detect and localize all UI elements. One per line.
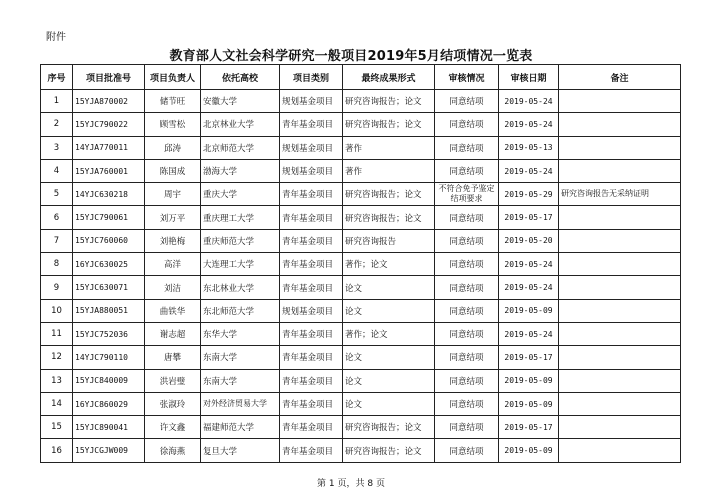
result-form-cell: 研究咨询报告；论文 xyxy=(343,439,435,462)
result-form-cell: 研究咨询报告；论文 xyxy=(343,183,435,206)
review-status-cell: 同意结项 xyxy=(435,136,499,159)
table-row xyxy=(41,299,681,322)
project-id-cell: 15YJA760001 xyxy=(73,159,145,182)
project-category-cell: 青年基金项目 xyxy=(280,346,343,369)
review-date-cell: 2019-05-09 xyxy=(499,439,559,462)
project-category-cell: 青年基金项目 xyxy=(280,369,343,392)
review-date-cell: 2019-05-09 xyxy=(499,369,559,392)
result-form-cell: 论文 xyxy=(343,299,435,322)
review-status-cell: 同意结项 xyxy=(435,253,499,276)
project-id-cell: 15YJC840009 xyxy=(73,369,145,392)
table-row xyxy=(41,439,681,462)
project-leader-cell: 邱涛 xyxy=(145,136,201,159)
review-status-cell: 同意结项 xyxy=(435,159,499,182)
project-category-cell: 青年基金项目 xyxy=(280,276,343,299)
university-cell: 北京师范大学 xyxy=(201,136,280,159)
project-leader-cell: 高洋 xyxy=(145,253,201,276)
university-cell: 重庆理工大学 xyxy=(201,206,280,229)
remarks-cell: 研究咨询报告无采纳证明 xyxy=(559,183,681,206)
remarks-cell xyxy=(559,299,681,322)
table-row xyxy=(41,276,681,299)
result-form-cell: 论文 xyxy=(343,392,435,415)
project-category-cell: 规划基金项目 xyxy=(280,90,343,113)
project-leader-cell: 徐海燕 xyxy=(145,439,201,462)
attachment-label: 附件 xyxy=(46,32,66,43)
review-date-cell: 2019-05-24 xyxy=(499,253,559,276)
column-header: 备注 xyxy=(559,65,681,90)
review-status-cell: 同意结项 xyxy=(435,439,499,462)
column-header: 项目类别 xyxy=(280,65,343,90)
project-leader-cell: 刘洁 xyxy=(145,276,201,299)
project-category-cell: 规划基金项目 xyxy=(280,299,343,322)
project-leader-cell: 洪岩璧 xyxy=(145,369,201,392)
remarks-cell xyxy=(559,253,681,276)
row-number-cell: 3 xyxy=(41,136,73,159)
project-leader-cell: 顾雪松 xyxy=(145,113,201,136)
page-footer: 第 1 页，共 8 页 xyxy=(317,479,385,489)
university-cell: 福建师范大学 xyxy=(201,416,280,439)
remarks-cell xyxy=(559,322,681,345)
review-date-cell: 2019-05-20 xyxy=(499,229,559,252)
remarks-cell xyxy=(559,392,681,415)
university-cell: 东北林业大学 xyxy=(201,276,280,299)
review-date-cell: 2019-05-09 xyxy=(499,392,559,415)
review-status-cell: 同意结项 xyxy=(435,346,499,369)
row-number-cell: 14 xyxy=(41,392,73,415)
remarks-cell xyxy=(559,229,681,252)
project-id-cell: 15YJC760060 xyxy=(73,229,145,252)
result-form-cell: 著作 xyxy=(343,136,435,159)
university-cell: 东北师范大学 xyxy=(201,299,280,322)
review-status-cell: 同意结项 xyxy=(435,276,499,299)
project-leader-cell: 唐攀 xyxy=(145,346,201,369)
project-category-cell: 青年基金项目 xyxy=(280,322,343,345)
review-date-cell: 2019-05-17 xyxy=(499,346,559,369)
row-number-cell: 4 xyxy=(41,159,73,182)
project-category-cell: 青年基金项目 xyxy=(280,439,343,462)
remarks-cell xyxy=(559,159,681,182)
review-date-cell: 2019-05-24 xyxy=(499,90,559,113)
row-number-cell: 2 xyxy=(41,113,73,136)
project-leader-cell: 周宇 xyxy=(145,183,201,206)
table-row xyxy=(41,113,681,136)
project-category-cell: 规划基金项目 xyxy=(280,159,343,182)
column-header: 审核情况 xyxy=(435,65,499,90)
table-row xyxy=(41,322,681,345)
project-category-cell: 青年基金项目 xyxy=(280,416,343,439)
result-form-cell: 著作；论文 xyxy=(343,322,435,345)
column-header: 最终成果形式 xyxy=(343,65,435,90)
row-number-cell: 9 xyxy=(41,276,73,299)
review-status-cell: 同意结项 xyxy=(435,113,499,136)
university-cell: 安徽大学 xyxy=(201,90,280,113)
result-form-cell: 著作；论文 xyxy=(343,253,435,276)
table-row xyxy=(41,90,681,113)
table-row xyxy=(41,253,681,276)
remarks-cell xyxy=(559,206,681,229)
project-leader-cell: 刘艳梅 xyxy=(145,229,201,252)
project-category-cell: 青年基金项目 xyxy=(280,206,343,229)
table-row xyxy=(41,136,681,159)
row-number-cell: 15 xyxy=(41,416,73,439)
row-number-cell: 11 xyxy=(41,322,73,345)
review-date-cell: 2019-05-17 xyxy=(499,206,559,229)
project-id-cell: 14YJC630218 xyxy=(73,183,145,206)
project-id-cell: 16YJC860029 xyxy=(73,392,145,415)
project-id-cell: 14YJC790110 xyxy=(73,346,145,369)
project-category-cell: 青年基金项目 xyxy=(280,183,343,206)
remarks-cell xyxy=(559,90,681,113)
project-id-cell: 16YJC630025 xyxy=(73,253,145,276)
review-status-cell: 不符合免予鉴定结项要求 xyxy=(435,183,499,206)
project-id-cell: 15YJC752036 xyxy=(73,322,145,345)
review-status-cell: 同意结项 xyxy=(435,206,499,229)
page-title: 教育部人文社会科学研究一般项目2019年5月结项情况一览表 xyxy=(169,49,533,64)
project-id-cell: 15YJC790061 xyxy=(73,206,145,229)
university-cell: 东华大学 xyxy=(201,322,280,345)
row-number-cell: 12 xyxy=(41,346,73,369)
project-leader-cell: 谢志超 xyxy=(145,322,201,345)
review-date-cell: 2019-05-13 xyxy=(499,136,559,159)
remarks-cell xyxy=(559,369,681,392)
review-date-cell: 2019-05-24 xyxy=(499,276,559,299)
table-row xyxy=(41,392,681,415)
review-status-cell: 同意结项 xyxy=(435,299,499,322)
university-cell: 对外经济贸易大学 xyxy=(201,392,280,415)
remarks-cell xyxy=(559,276,681,299)
results-table xyxy=(40,64,681,463)
project-leader-cell: 刘万平 xyxy=(145,206,201,229)
project-leader-cell: 曲铁华 xyxy=(145,299,201,322)
university-cell: 大连理工大学 xyxy=(201,253,280,276)
project-id-cell: 15YJC890041 xyxy=(73,416,145,439)
university-cell: 渤海大学 xyxy=(201,159,280,182)
row-number-cell: 10 xyxy=(41,299,73,322)
university-cell: 重庆大学 xyxy=(201,183,280,206)
remarks-cell xyxy=(559,439,681,462)
result-form-cell: 研究咨询报告；论文 xyxy=(343,113,435,136)
university-cell: 东南大学 xyxy=(201,369,280,392)
review-date-cell: 2019-05-24 xyxy=(499,159,559,182)
row-number-cell: 1 xyxy=(41,90,73,113)
column-header: 依托高校 xyxy=(201,65,280,90)
review-status-cell: 同意结项 xyxy=(435,369,499,392)
review-status-cell: 同意结项 xyxy=(435,90,499,113)
remarks-cell xyxy=(559,136,681,159)
project-id-cell: 15YJA870002 xyxy=(73,90,145,113)
remarks-cell xyxy=(559,416,681,439)
result-form-cell: 著作 xyxy=(343,159,435,182)
university-cell: 东南大学 xyxy=(201,346,280,369)
result-form-cell: 论文 xyxy=(343,346,435,369)
column-header: 序号 xyxy=(41,65,73,90)
row-number-cell: 16 xyxy=(41,439,73,462)
result-form-cell: 研究咨询报告；论文 xyxy=(343,90,435,113)
project-id-cell: 15YJC630071 xyxy=(73,276,145,299)
result-form-cell: 研究咨询报告 xyxy=(343,229,435,252)
row-number-cell: 5 xyxy=(41,183,73,206)
table-row xyxy=(41,416,681,439)
project-leader-cell: 陈国成 xyxy=(145,159,201,182)
column-header: 项目批准号 xyxy=(73,65,145,90)
university-cell: 重庆师范大学 xyxy=(201,229,280,252)
project-id-cell: 15YJC790022 xyxy=(73,113,145,136)
project-category-cell: 青年基金项目 xyxy=(280,392,343,415)
project-id-cell: 14YJA770011 xyxy=(73,136,145,159)
review-date-cell: 2019-05-29 xyxy=(499,183,559,206)
project-leader-cell: 许文鑫 xyxy=(145,416,201,439)
project-category-cell: 青年基金项目 xyxy=(280,253,343,276)
table-row xyxy=(41,206,681,229)
project-id-cell: 15YJCGJW009 xyxy=(73,439,145,462)
row-number-cell: 13 xyxy=(41,369,73,392)
column-header: 项目负责人 xyxy=(145,65,201,90)
result-form-cell: 研究咨询报告；论文 xyxy=(343,416,435,439)
table-row xyxy=(41,369,681,392)
review-date-cell: 2019-05-17 xyxy=(499,416,559,439)
project-leader-cell: 张淑玲 xyxy=(145,392,201,415)
review-date-cell: 2019-05-24 xyxy=(499,113,559,136)
table-row xyxy=(41,346,681,369)
review-status-cell: 同意结项 xyxy=(435,392,499,415)
row-number-cell: 7 xyxy=(41,229,73,252)
result-form-cell: 论文 xyxy=(343,369,435,392)
table-body xyxy=(41,90,681,463)
university-cell: 北京林业大学 xyxy=(201,113,280,136)
project-leader-cell: 储节旺 xyxy=(145,90,201,113)
project-category-cell: 青年基金项目 xyxy=(280,113,343,136)
remarks-cell xyxy=(559,113,681,136)
table-row xyxy=(41,159,681,182)
project-id-cell: 15YJA880051 xyxy=(73,299,145,322)
review-date-cell: 2019-05-09 xyxy=(499,299,559,322)
review-status-cell: 同意结项 xyxy=(435,229,499,252)
project-category-cell: 青年基金项目 xyxy=(280,229,343,252)
university-cell: 复旦大学 xyxy=(201,439,280,462)
table-row xyxy=(41,229,681,252)
remarks-cell xyxy=(559,346,681,369)
review-date-cell: 2019-05-24 xyxy=(499,322,559,345)
result-form-cell: 研究咨询报告；论文 xyxy=(343,206,435,229)
table-header-row xyxy=(41,65,681,90)
project-category-cell: 规划基金项目 xyxy=(280,136,343,159)
row-number-cell: 6 xyxy=(41,206,73,229)
column-header: 审核日期 xyxy=(499,65,559,90)
review-status-cell: 同意结项 xyxy=(435,416,499,439)
row-number-cell: 8 xyxy=(41,253,73,276)
review-status-cell: 同意结项 xyxy=(435,322,499,345)
table-row xyxy=(41,183,681,206)
result-form-cell: 论文 xyxy=(343,276,435,299)
